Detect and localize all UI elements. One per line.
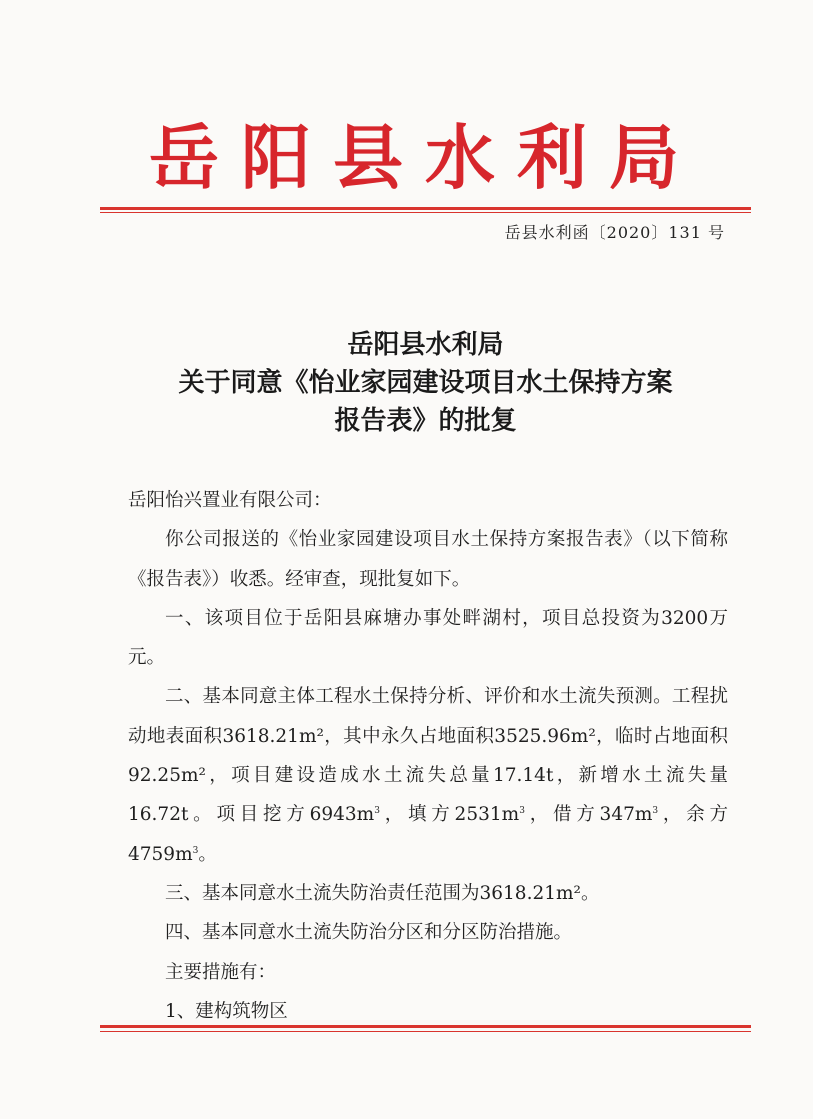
analysis-text-b: ，填方2531m (379, 804, 520, 826)
header-rule-thick (100, 207, 751, 210)
footer-rule-thin (100, 1031, 751, 1032)
org-header: 岳阳县水利局 (149, 116, 701, 199)
header-rule-thin (100, 212, 751, 213)
salutation: 岳阳怡兴置业有限公司： (128, 490, 332, 511)
unit-superscript: 3 (192, 845, 199, 856)
footer-rule-thick (100, 1025, 751, 1028)
paragraph-measures-heading: 主要措施有： (165, 961, 277, 983)
document-body (128, 481, 728, 1031)
paragraph-intro: 你公司报送的《怡业家园建设项目水土保持方案报告表》（以下简称《报告表》）收悉。经审查，现批复如下。 (128, 529, 728, 590)
paragraph-scope: 三、基本同意水土流失防治责任范围为3618.21m²。 (165, 882, 600, 904)
analysis-text-e: 。 (198, 843, 217, 865)
paragraph-location: 一、该项目位于岳阳县麻塘办事处畔湖村，项目总投资为3200万元。 (128, 607, 728, 669)
unit-superscript: 3 (652, 806, 659, 817)
document-number: 岳县水利函〔2020〕131 号 (504, 223, 725, 242)
paragraph-analysis (128, 677, 728, 873)
analysis-text-c: ，借方347m (524, 804, 653, 826)
analysis-text-d: ，余方4759m (128, 804, 728, 865)
title-line-1: 岳阳县水利局 (347, 330, 504, 360)
analysis-text-a: 二、基本同意主体工程水土保持分析、评价和水土流失预测。工程扰动地表面积3618.21m²，其中永久占地面积3525.96m²，临时占地面积92.25m²，项目建设造成水土流失总量17.14t，新增水土流失量16.72t。项目挖方6943m (128, 686, 728, 826)
unit-superscript: 3 (374, 806, 380, 817)
paragraph-zoning: 四、基本同意水土流失防治分区和分区防治措施。 (165, 922, 573, 944)
title-line-3: 报告表》的批复 (334, 406, 517, 436)
title-line-2: 关于同意《怡业家园建设项目水土保持方案 (178, 368, 673, 398)
unit-superscript: 3 (519, 806, 525, 817)
paragraph-measures-item-1: 1、建构筑物区 (165, 1000, 288, 1022)
document-title (100, 326, 751, 440)
